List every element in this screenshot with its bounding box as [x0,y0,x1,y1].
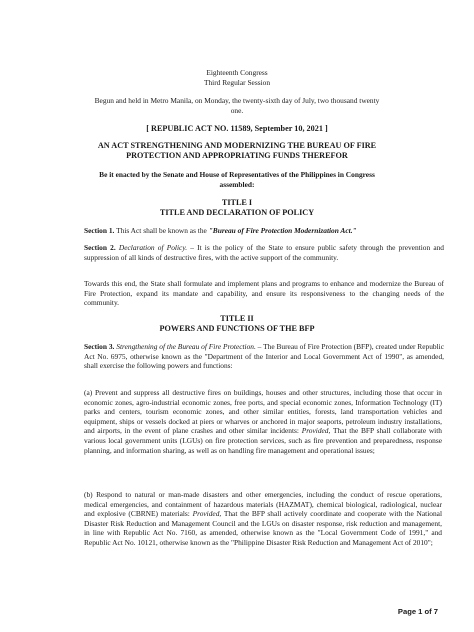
title-2-number: TITLE II [220,314,254,323]
item-a-text: (a) Prevent and suppress all destructive fires on buildings, houses and other structures, including those that occur in economic zones, agro-industrial economic zones, free ports, and special economic zones, Information Technology (IT) parks and centers, tourism economic zones, and other similar entities, forests, land transportation vehicles and equipment, ships or vessels docked at piers or wharves or anchored in major seaports, petroleum industry installations, and airports, in the event of plane crashes and other similar incidents: [84,388,442,436]
session-label: Third Regular Session [203,78,271,87]
section-2-heading: Declaration of Policy. [115,243,188,252]
item-b-provided: Provided, [192,509,222,519]
section-3-label: Section 3. [84,342,115,351]
section-1 [84,226,444,236]
act-number: [ REPUBLIC ACT NO. 11589, September 10, 2021 ] [146,124,328,133]
section-3-heading: Strengthening of the Bureau of Fire Protection. [114,342,256,351]
page-number: Page 1 of 7 [397,607,438,616]
act-title-line-2: PROTECTION AND APPROPRIATING FUNDS THEREFOR [126,151,348,160]
section-3 [84,342,444,371]
section-2-label: Section 2. [84,243,116,252]
short-title: "Bureau of Fire Protection Modernization Act." [208,226,357,235]
section-2-paragraph-2: Towards this end, the State shall formulate and implement plans and programs to enhance and modernize the Bureau of Fire Protection, expand its mandate and capability, and ensure its responsiveness to the changing needs of the community. [84,279,444,308]
enacting-clause-line-1: Be it enacted by the Senate and House of Representatives of the Philippines in Congress [99,170,375,179]
enacting-clause-line-2: assembled: [219,180,255,189]
section-1-text: This Act shall be known as the [114,226,209,235]
section-3-item-a [84,388,442,455]
section-2 [84,243,444,262]
item-b-text: (b) Respond to natural or man-made disasters and other emergencies, including the conduct of rescue operations, medical emergencies, and containment of hazardous materials (HAZMAT), chemical biological, radiological, nuclear and explosive (CBRNE) materials: [84,490,442,519]
item-a-provided: Provided, [301,426,331,436]
congress-label: Eighteenth Congress [206,68,268,77]
item-b-text-continued: That the BFP shall actively coordinate and cooperate with the National Disaster Risk Reduction and Management Council and the LGUs on disaster response, risk reduction and management, in line with Republic Act No. 7160, as amended, otherwise known as the "Local Government Code of 1991," and Republic Act No. 10121, otherwise known as the "Philippine Disaster Risk Reduction and Management Act of 2010"; [84,509,442,547]
begun-line-1: Begun and held in Metro Manila, on Monday, the twenty-sixth day of July, two thousand twenty [94,96,380,105]
act-title-line-1: AN ACT STRENGTHENING AND MODERNIZING THE BUREAU OF FIRE [97,141,377,150]
title-2-name: POWERS AND FUNCTIONS OF THE BFP [159,324,315,333]
section-3-item-b [84,490,442,548]
begun-line-2: one. [230,106,244,115]
section-2-text: – It is the policy of the State to ensure public safety through the prevention and suppression of all kinds of destructive fires, with the active support of the community. [84,243,444,262]
section-3-text: – The Bureau of Fire Protection (BFP), created under Republic Act No. 6975, otherwise known as the "Department of the Interior and Local Government Act of 1990", as amended, shall exercise the following powers and functions: [84,342,444,371]
item-a-text-continued: That the BFP shall collaborate with various local government units (LGUs) on fire protection services, such as fire prevention and preparedness, response planning, and information sharing, as well as on handling fire management and operational issues; [84,426,442,455]
section-1-label: Section 1. [84,226,115,235]
title-1-name: TITLE AND DECLARATION OF POLICY [159,208,315,217]
title-1-number: TITLE I [221,198,253,207]
